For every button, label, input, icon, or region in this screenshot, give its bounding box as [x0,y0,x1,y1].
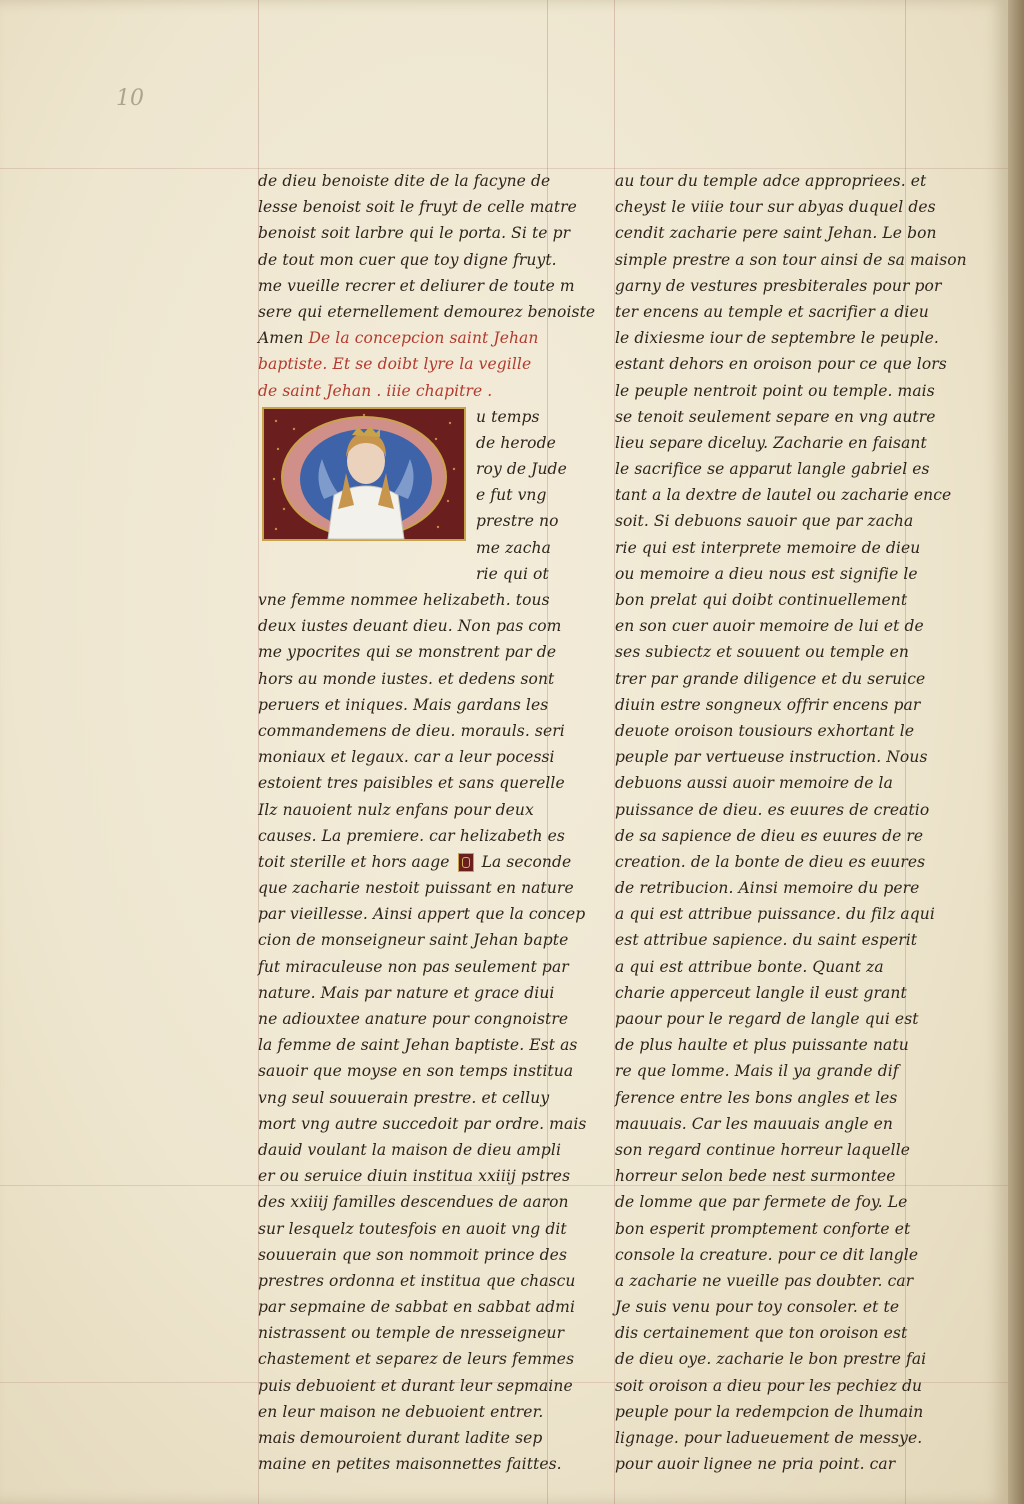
text-line: peuple par vertueuse instruction. Nous [615,748,928,767]
text-line: e fut vng [476,486,547,505]
text-line: dis certainement que ton oroison est [615,1324,908,1343]
text-line: le peuple nentroit point ou temple. mais [615,381,935,400]
text-line: paour pour le regard de langle qui est [615,1010,919,1028]
chapter-rubric: de saint Jehan . iiie chapitre . [258,381,493,400]
text-line: prestres ordonna et institua que chascu [258,1271,576,1290]
text-line: au tour du temple adce appropriees. et [615,172,927,190]
text-line: commandemens de dieu. morauls. seri [258,721,565,740]
text-line: deux iustes deuant dieu. Non pas com [258,617,562,636]
text-line: de retribucion. Ainsi memoire du pere [615,879,920,898]
text-line: par sepmaine de sabbat en sabbat admi [258,1298,576,1317]
text-line: puissance de dieu. es euures de creatio [615,800,930,819]
text-line: roy de Jude [476,460,567,479]
text-line: prestre no [476,512,559,531]
book-edge [1008,0,1024,1504]
text-line: rie qui ot [476,564,549,583]
text-line: simple prestre a son tour ainsi de sa maison [615,250,967,269]
small-initial [458,853,474,872]
text-line: des xxiiij familles descendues de aaron [258,1193,569,1212]
text-line: de dieu benoiste dite de la facyne de [258,172,551,190]
text-line: er ou seruice diuin institua xxiiij pstres [258,1167,571,1186]
chapter-rubric: baptiste. Et se doibt lyre la vegille [258,355,532,374]
text-line: de lomme que par fermete de foy. Le [615,1193,908,1212]
text-line: vng seul souuerain prestre. et celluy [258,1088,550,1107]
text-fragment: Amen [258,329,304,348]
text-line: cion de monseigneur saint Jehan bapte [258,931,569,950]
text-line: fut miraculeuse non pas seulement par [258,957,569,976]
text-line: ference entre les bons angles et les [615,1088,898,1107]
text-line: soit oroison a dieu pour les pechiez du [615,1376,923,1395]
text-line: a qui est attribue bonte. Quant za [615,957,884,976]
text-line: de dieu oye. zacharie le bon prestre fai [615,1350,927,1369]
text-line: cheyst le viiie tour sur abyas duquel des [615,198,936,217]
text-line: en son cuer auoir memoire de lui et de [615,617,924,636]
historiated-initial-o [262,407,466,541]
text-line: pour auoir lignee ne pria point. car [615,1455,896,1474]
text-line: chastement et separez de leurs femmes [258,1350,575,1369]
text-line: en leur maison ne debuoient entrer. [258,1402,544,1421]
text-line: mais demouroient durant ladite sep [258,1429,543,1447]
text-line: peuple pour la redempcion de lhumain [615,1402,924,1421]
text-line: soit. Si debuons sauoir que par zacha [615,512,914,531]
text-line: u temps [476,407,540,426]
text-line: souuerain que son nommoit prince des [258,1245,567,1264]
text-line: le sacrifice se apparut langle gabriel es [615,460,930,479]
text-line: garny de vestures presbiterales pour por [615,276,942,295]
text-line: mauuais. Car les mauuais angle en [615,1114,894,1133]
text-line: de herode [476,433,556,452]
text-line: trer par grande diligence et du seruice [615,669,926,688]
text-line: la femme de saint Jehan baptiste. Est as [258,1036,578,1055]
left-text-column [258,168,596,1477]
text-line: lieu separe diceluy. Zacharie en faisant [615,433,927,452]
text-line: causes. La premiere. car helizabeth es [258,826,565,845]
text-line: nature. Mais par nature et grace diui [258,983,555,1002]
text-line: ses subiectz et souuent ou temple en [615,643,909,662]
text-line: bon prelat qui doibt continuellement [615,591,908,609]
right-text-column [615,168,967,1477]
text-line: ne adiouxtee anature pour congnoistre [258,1010,569,1028]
text-line: me vueille recrer et deliurer de toute m [258,276,575,295]
text-line-with-small-initial [258,849,572,875]
text-line: Ilz nauoient nulz enfans pour deux [258,800,534,819]
text-line: peruers et iniques. Mais gardans les [258,695,549,714]
text-line: par vieillesse. Ainsi appert que la concep [258,905,586,924]
text-line: lesse benoist soit le fruyt de celle matre [258,198,577,217]
text-line: puis debuoient et durant leur sepmaine [258,1376,573,1395]
text-line: estant dehors en oroison pour ce que lors [615,355,947,374]
text-line: mort vng autre succedoit par ordre. mais [258,1114,587,1133]
text-line: de sa sapience de dieu es euures de re [615,826,924,845]
text-line: dauid voulant la maison de dieu ampli [258,1140,562,1159]
text-line: rie qui est interprete memoire de dieu [615,538,921,557]
text-line: vne femme nommee helizabeth. tous [258,591,550,609]
text-line: creation. de la bonte de dieu es euures [615,852,926,871]
historiated-initial-block [258,404,567,587]
text-line: charie apperceut langle il eust grant [615,983,907,1002]
text-line: estoient tres paisibles et sans querelle [258,774,565,793]
chapter-rubric: De la concepcion saint Jehan [308,329,539,348]
text-line: moniaux et legaux. car a leur pocessi [258,748,555,767]
text-line: se tenoit seulement separe en vng autre [615,407,936,426]
text-line: diuin estre songneux offrir encens par [615,695,921,714]
text-line: me zacha [476,538,551,557]
text-line: de plus haulte et plus puissante natu [615,1036,909,1055]
text-fragment: La seconde [481,852,572,871]
text-line: console la creature. pour ce dit langle [615,1245,919,1264]
text-line: bon esperit promptement conforte et [615,1219,911,1238]
text-line: hors au monde iustes. et dedens sont [258,669,555,688]
folio-number: 10 [116,86,144,111]
lines-beside-initial [476,404,567,587]
text-line: benoist soit larbre qui le porta. Si te pr [258,224,571,243]
text-line: re que lomme. Mais il ya grande dif [615,1062,899,1081]
text-line: deuote oroison tousiours exhortant le [615,721,915,740]
text-line: Je suis venu pour toy consoler. et te [615,1298,900,1317]
text-line: sur lesquelz toutesfois en auoit vng dit [258,1219,567,1238]
angel-miniature [264,409,464,539]
text-line: maine en petites maisonnettes faittes. [258,1455,562,1474]
text-line: a qui est attribue puissance. du filz aqui [615,905,935,924]
text-line: que zacharie nestoit puissant en nature [258,879,574,898]
text-line: sere qui eternellement demourez benoiste [258,302,596,321]
text-line: horreur selon bede nest surmontee [615,1167,896,1186]
text-line: a zacharie ne vueille pas doubter. car [615,1271,914,1290]
text-line: le dixiesme iour de septembre le peuple. [615,329,939,348]
text-line: cendit zacharie pere saint Jehan. Le bon [615,224,937,243]
text-line: ou memoire a dieu nous est signifie le [615,564,918,583]
text-line: nistrassent ou temple de nresseigneur [258,1324,565,1343]
text-line: me ypocrites qui se monstrent par de [258,643,557,662]
text-line: de tout mon cuer que toy digne fruyt. [258,250,557,269]
text-line: sauoir que moyse en son temps institua [258,1062,574,1081]
text-line: ter encens au temple et sacrifier a dieu [615,302,929,321]
text-line: debuons aussi auoir memoire de la [615,774,893,793]
text-line-with-rubric [258,325,548,351]
text-line: est attribue sapience. du saint esperit [615,931,918,950]
text-line: lignage. pour ladueuement de messye. [615,1429,923,1447]
text-line: son regard continue horreur laquelle [615,1140,911,1159]
text-line: tant a la dextre de lautel ou zacharie ence [615,486,952,505]
text-fragment: toit sterille et hors aage [258,852,450,871]
